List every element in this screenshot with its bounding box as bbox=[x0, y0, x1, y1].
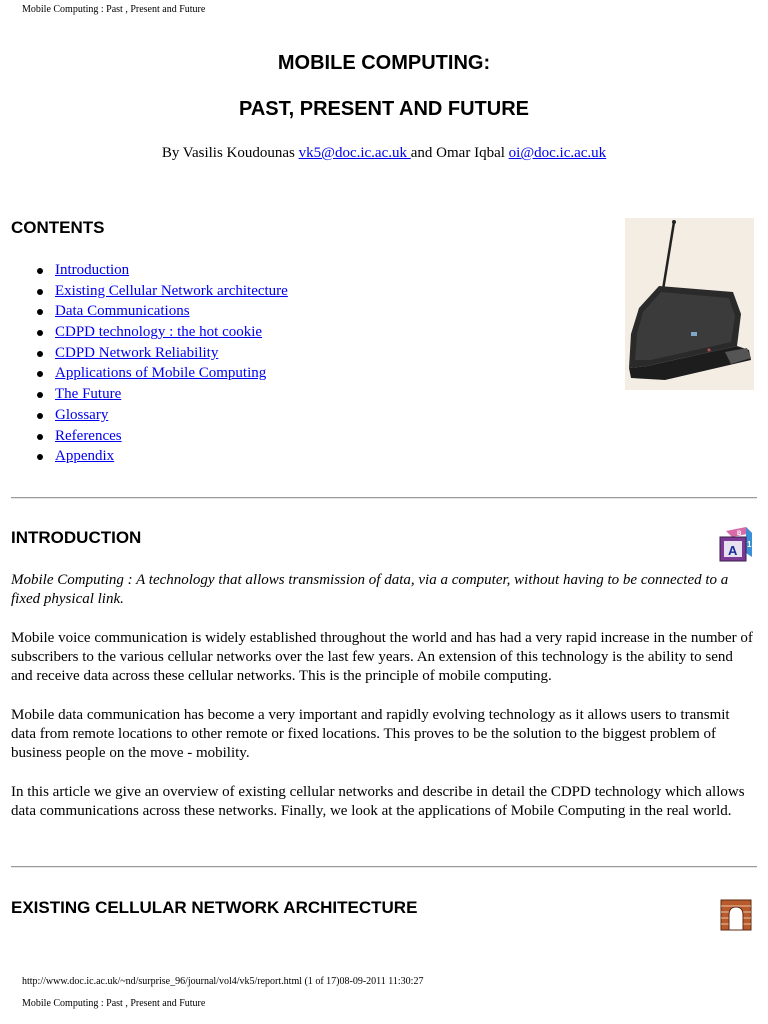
contents-heading: CONTENTS bbox=[11, 218, 105, 237]
bullet-icon bbox=[37, 268, 43, 274]
list-item bbox=[37, 260, 288, 281]
introduction-heading: INTRODUCTION bbox=[11, 528, 142, 547]
architecture-heading: EXISTING CELLULAR NETWORK ARCHITECTURE bbox=[11, 898, 418, 917]
list-item bbox=[37, 281, 288, 302]
list-item bbox=[37, 322, 288, 343]
bullet-icon bbox=[37, 309, 43, 315]
toc-link-cdpd-technology[interactable]: CDPD technology : the hot cookie bbox=[55, 324, 263, 341]
footer-url: http://www.doc.ic.ac.uk/~nd/surprise_96/journal/vol4/vk5/report.html (1 of 17)08-09-2011 11:30:27 bbox=[22, 976, 424, 987]
list-item bbox=[37, 384, 288, 405]
bullet-icon bbox=[37, 454, 43, 460]
byline bbox=[0, 145, 768, 162]
introduction-paragraph-3: In this article we give an overview of existing cellular networks and describe in detail the CDPD technology which allows data communications across these networks. Finally, we look at the applications of Mobile Computing in the real world. bbox=[11, 784, 745, 819]
author2-email-link[interactable]: oi@doc.ic.ac.uk bbox=[508, 145, 607, 161]
document-title-line2: PAST, PRESENT AND FUTURE bbox=[238, 98, 530, 120]
bullet-icon bbox=[37, 351, 43, 357]
introduction-paragraph-2: Mobile data communication has become a very important and rapidly evolving technology as it allows users to transmit data from remote locations to other remote or fixed locations. This proves to be the solution to the biggest problem of business people on the move - mobility. bbox=[11, 707, 730, 761]
toc-link-data-communications[interactable]: Data Communications bbox=[55, 303, 190, 320]
abc-block-icon bbox=[718, 527, 754, 563]
bullet-icon bbox=[37, 330, 43, 336]
document-title-line1: MOBILE COMPUTING: bbox=[277, 52, 491, 74]
introduction-definition: Mobile Computing : A technology that allows transmission of data, via a computer, without having to be connected to a fixed physical link. bbox=[11, 572, 729, 607]
bullet-icon bbox=[37, 392, 43, 398]
toc-link-glossary[interactable]: Glossary bbox=[55, 406, 109, 423]
list-item bbox=[37, 446, 288, 467]
list-item bbox=[37, 405, 288, 426]
page-header-title: Mobile Computing : Past , Present and Future bbox=[22, 4, 206, 15]
mobile-computer-image bbox=[625, 218, 754, 390]
svg-text:B: B bbox=[737, 531, 742, 537]
footer-page-title: Mobile Computing : Past , Present and Future bbox=[22, 998, 206, 1009]
bullet-icon bbox=[37, 371, 43, 377]
toc-link-applications[interactable]: Applications of Mobile Computing bbox=[55, 365, 267, 382]
byline-middle: and Omar Iqbal bbox=[410, 145, 509, 161]
list-item bbox=[37, 301, 288, 322]
bullet-icon bbox=[37, 434, 43, 440]
byline-prefix: By Vasilis Koudounas bbox=[161, 145, 299, 161]
list-item bbox=[37, 426, 288, 447]
bullet-icon bbox=[37, 413, 43, 419]
toc-link-introduction[interactable]: Introduction bbox=[55, 262, 130, 278]
bullet-icon bbox=[37, 289, 43, 295]
svg-text:A: A bbox=[728, 543, 738, 558]
archway-icon bbox=[720, 899, 752, 931]
toc-link-references[interactable]: References bbox=[55, 427, 122, 444]
svg-text:1: 1 bbox=[747, 540, 752, 549]
list-item bbox=[37, 363, 288, 384]
toc-link-the-future[interactable]: The Future bbox=[55, 386, 122, 403]
toc-link-existing-cellular-network[interactable]: Existing Cellular Network architecture bbox=[55, 282, 288, 299]
introduction-paragraph-1: Mobile voice communication is widely established throughout the world and has had a very rapid increase in the number of subscribers to the various cellular networks over the last few years. An extension of this technology is the ability to send and receive data across these cellular networks. This is the principle of mobile computing. bbox=[11, 630, 753, 684]
contents-list bbox=[37, 260, 288, 467]
toc-link-appendix[interactable]: Appendix bbox=[55, 448, 115, 465]
section-divider bbox=[11, 866, 757, 868]
section-divider bbox=[11, 497, 757, 499]
mobile-computer-icon bbox=[625, 218, 754, 390]
author1-email-link[interactable]: vk5@doc.ic.ac.uk bbox=[298, 145, 411, 161]
toc-link-cdpd-reliability[interactable]: CDPD Network Reliability bbox=[55, 344, 219, 361]
list-item bbox=[37, 343, 288, 364]
